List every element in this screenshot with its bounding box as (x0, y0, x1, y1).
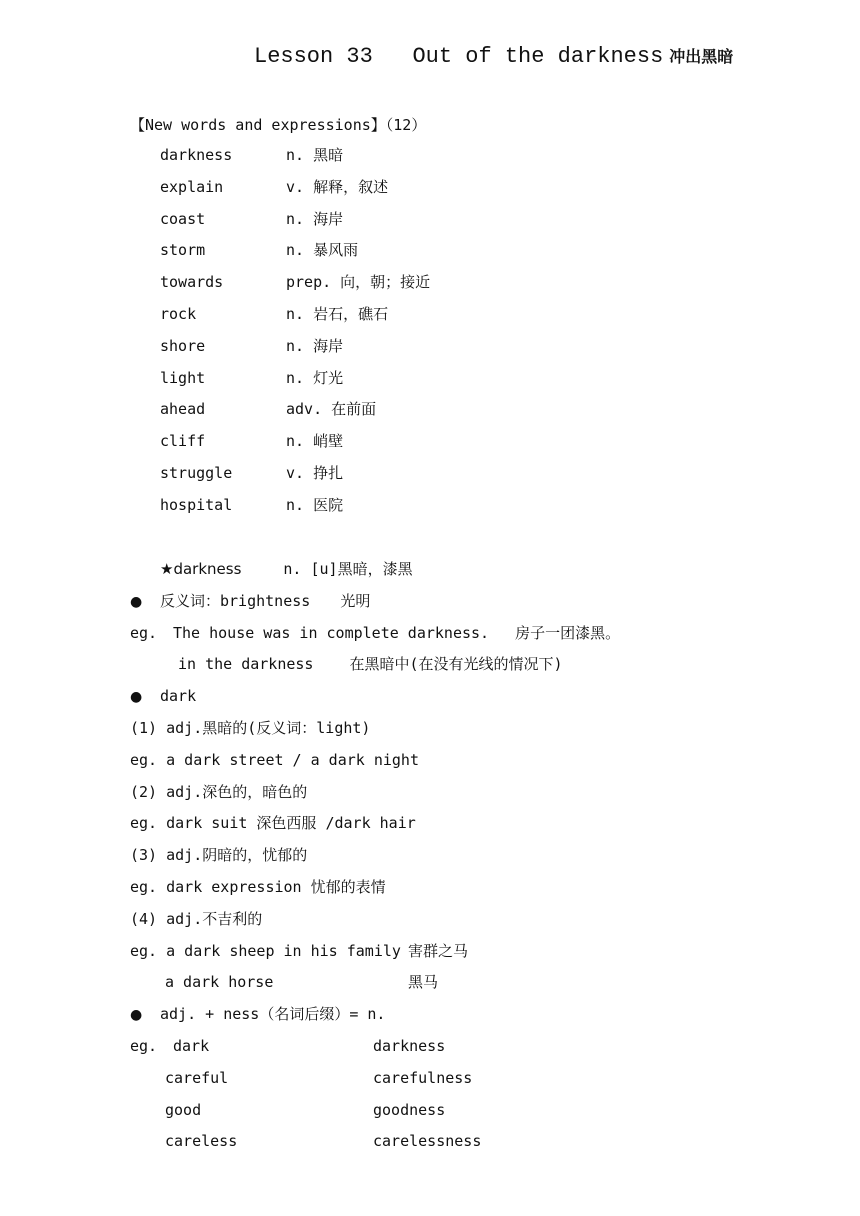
vocab-word: towards (160, 273, 224, 292)
vocab-item (160, 299, 430, 331)
bullet-icon: ● (130, 689, 143, 706)
vocab-word: storm (160, 241, 206, 260)
suffix-noun: carelessness (373, 1132, 482, 1151)
sense-example-meaning: 黑马 (408, 973, 439, 992)
vocab-meaning: v. 挣扎 (286, 463, 344, 482)
vocab-meaning: v. 解释，叙述 (286, 177, 389, 196)
vocab-word: darkness (160, 146, 233, 164)
vocab-word: explain (160, 177, 224, 196)
new-words-heading: 【New words and expressions】（12） (130, 116, 427, 134)
sense-line: (3) adj.阴暗的，忧郁的 (130, 846, 308, 865)
star-entry (130, 554, 620, 586)
eg-label: eg. (130, 623, 158, 642)
vocab-item (160, 267, 430, 299)
vocab-item (160, 426, 430, 458)
sense-example-text: a dark horse (165, 973, 274, 992)
star-meaning: n. [u]黑暗，漆黑 (283, 560, 413, 578)
sense-line: (1) adj.黑暗的(反义词：light) (130, 718, 371, 737)
antonym-meaning: 光明 (340, 591, 371, 610)
vocab-meaning: n. 医院 (286, 495, 344, 514)
suffix-adjective: careless (165, 1132, 238, 1151)
vocab-meaning: n. 峭壁 (286, 432, 344, 451)
vocab-word: hospital (160, 495, 233, 514)
vocab-word: light (160, 368, 206, 387)
vocabulary-list (160, 140, 430, 522)
bullet-antonym (130, 586, 620, 618)
sense-line: (4) adj.不吉利的 (130, 909, 263, 928)
vocab-word: cliff (160, 432, 206, 451)
vocab-word: struggle (160, 463, 233, 482)
vocab-item (160, 204, 430, 236)
suffix-adjective: dark (173, 1036, 210, 1055)
vocab-word: coast (160, 209, 206, 228)
star-word: ★darkness (160, 560, 242, 578)
suffix-rule: adj. + ness（名词后缀）= n. (160, 1005, 386, 1024)
eg-label: eg. (130, 1036, 158, 1055)
vocab-item (160, 363, 430, 395)
example-text: The house was in complete darkness. (173, 623, 490, 642)
suffix-pair (130, 1031, 620, 1063)
vocab-meaning: n. 暴风雨 (286, 241, 359, 260)
suffix-noun: goodness (373, 1100, 446, 1119)
vocab-meaning: adv. 在前面 (286, 400, 377, 419)
vocab-item (160, 331, 430, 363)
lesson-title-english: Out of the darkness (412, 44, 664, 69)
vocab-item (160, 394, 430, 426)
dark-heading: dark (160, 687, 197, 706)
bullet-dark (130, 681, 620, 713)
sense-example: eg. dark expression 忧郁的表情 (130, 877, 386, 896)
sense-example: eg. dark suit 深色西服 /dark hair (130, 814, 416, 833)
phrase-meaning: 在黑暗中(在没有光线的情况下) (349, 655, 563, 674)
vocab-meaning: n. 岩石，礁石 (286, 304, 389, 323)
vocab-meaning: n. 黑暗 (286, 146, 344, 164)
vocab-meaning: n. 海岸 (286, 209, 344, 228)
suffix-pair (130, 1095, 620, 1127)
lesson-title-chinese: 冲出黑暗 (669, 47, 734, 66)
sense-example: eg. a dark street / a dark night (130, 750, 419, 769)
sense-example-meaning: 害群之马 (408, 941, 469, 960)
vocab-meaning: n. 海岸 (286, 336, 344, 355)
example-meaning: 房子一团漆黑。 (515, 623, 621, 642)
suffix-pair (130, 1063, 620, 1095)
vocab-meaning: n. 灯光 (286, 368, 344, 387)
vocab-meaning: prep. 向，朝；接近 (286, 273, 431, 292)
suffix-noun: carefulness (373, 1068, 473, 1087)
bullet-icon: ● (130, 1007, 143, 1024)
suffix-pair (130, 1126, 620, 1158)
vocab-item (160, 458, 430, 490)
phrase-line (130, 649, 620, 681)
suffix-noun: darkness (373, 1036, 446, 1055)
suffix-adjective: good (165, 1100, 202, 1119)
lesson-number: Lesson 33 (254, 44, 373, 69)
vocab-item (160, 490, 430, 522)
antonym-text: 反义词：brightness (160, 591, 311, 610)
vocab-word: shore (160, 336, 206, 355)
sense-example (130, 967, 620, 999)
vocab-item (160, 235, 430, 267)
example-line (130, 618, 620, 650)
bullet-icon: ● (130, 593, 143, 610)
sense-example (130, 936, 620, 968)
vocab-word: rock (160, 304, 197, 323)
vocab-word: ahead (160, 400, 206, 419)
bullet-suffix (130, 999, 620, 1031)
sense-line: (2) adj.深色的，暗色的 (130, 782, 308, 801)
suffix-adjective: careful (165, 1068, 229, 1087)
phrase-text: in the darkness (178, 655, 314, 674)
page-title (254, 44, 733, 69)
sense-example-text: eg. a dark sheep in his family (130, 941, 401, 960)
vocab-item (160, 172, 430, 204)
word-notes (130, 554, 620, 1158)
vocab-item (160, 140, 430, 172)
